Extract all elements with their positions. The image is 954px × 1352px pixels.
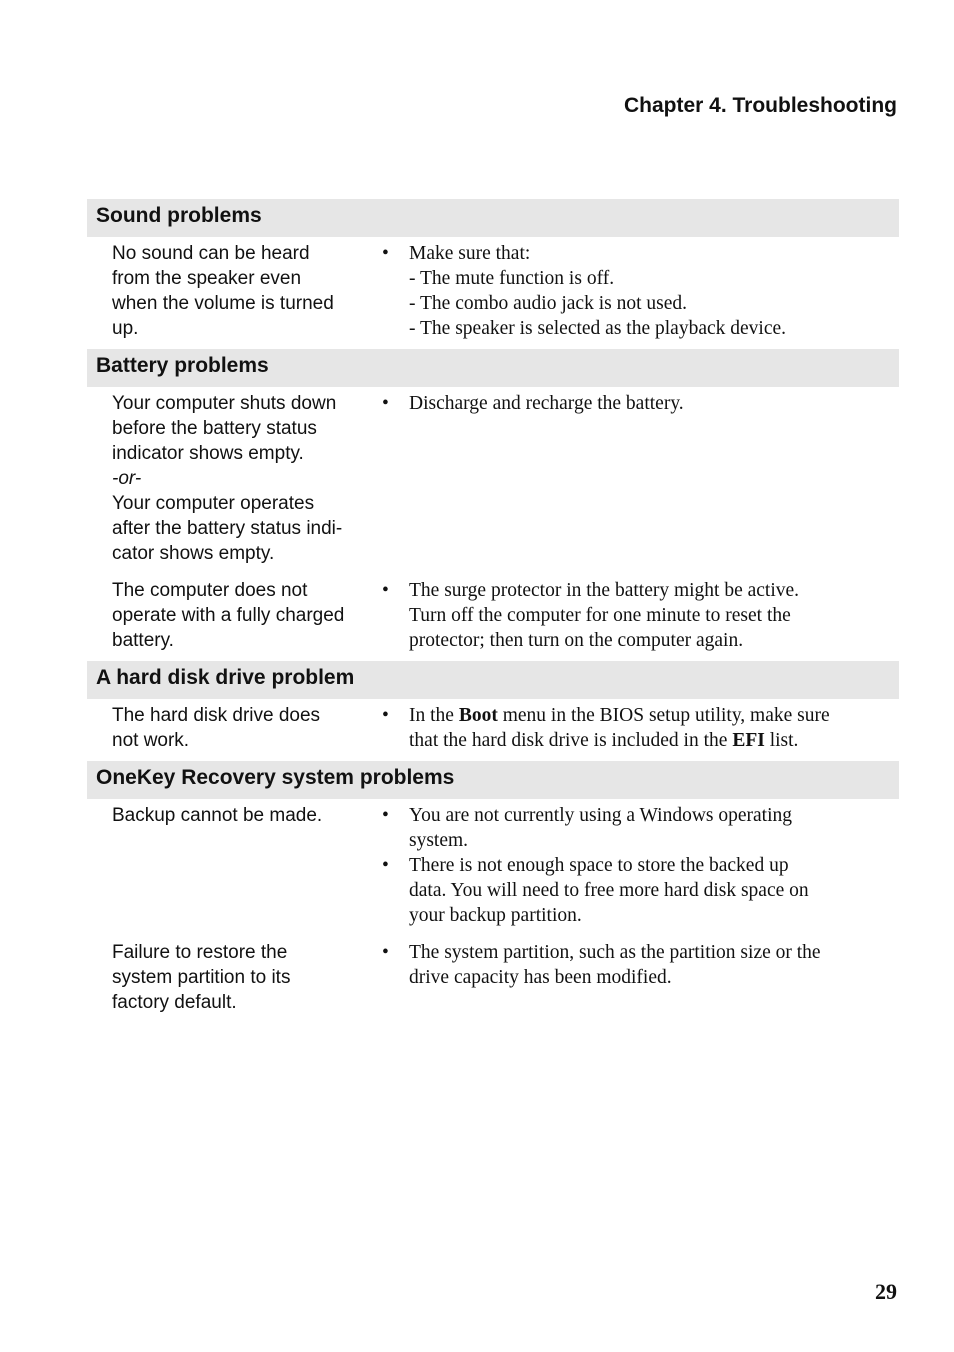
section-header-battery: Battery problems bbox=[87, 349, 899, 387]
bullet-icon: • bbox=[382, 580, 389, 601]
solution-text: your backup partition. bbox=[409, 905, 582, 926]
table-row bbox=[87, 699, 899, 761]
section-header-hard-disk: A hard disk drive problem bbox=[87, 661, 899, 699]
solution-bullet-item bbox=[357, 578, 899, 653]
table-row bbox=[87, 237, 899, 349]
problem-text: not work. bbox=[112, 730, 190, 751]
solution-bullet-item bbox=[357, 391, 899, 416]
solution-bullet-item bbox=[357, 241, 899, 341]
solution-text: You are not currently using a Windows operating bbox=[409, 805, 793, 826]
problem-text: The hard disk drive does bbox=[112, 705, 321, 726]
bullet-icon: • bbox=[382, 243, 389, 264]
solution-text: Turn off the computer for one minute to reset the bbox=[409, 605, 791, 626]
problem-text: operate with a fully charged bbox=[112, 605, 345, 626]
problem-text: after the battery status indi- bbox=[112, 518, 343, 539]
problem-text: Your computer shuts down bbox=[112, 393, 337, 414]
bullet-icon: • bbox=[382, 805, 389, 826]
boot-menu-term: Boot bbox=[458, 705, 498, 726]
solution-cell bbox=[357, 703, 899, 753]
chapter-title: Chapter 4. Troubleshooting bbox=[623, 94, 897, 117]
solution-cell bbox=[357, 241, 899, 341]
solution-sub-item: - The mute function is off. bbox=[409, 268, 615, 289]
solution-sub-item: - The combo audio jack is not used. bbox=[409, 293, 687, 314]
problem-text: before the battery status bbox=[112, 418, 317, 439]
solution-text: Discharge and recharge the battery. bbox=[409, 393, 684, 414]
text-segment: In the bbox=[409, 705, 459, 726]
problem-text: Your computer operates bbox=[112, 493, 315, 514]
efi-term: EFI bbox=[732, 730, 765, 751]
problem-text: cator shows empty. bbox=[112, 543, 275, 564]
solution-text: drive capacity has been modified. bbox=[409, 967, 672, 988]
problem-text: Failure to restore the bbox=[112, 942, 288, 963]
bullet-icon: • bbox=[382, 855, 389, 876]
problem-text: No sound can be heard bbox=[112, 243, 310, 264]
table-row bbox=[87, 574, 899, 661]
solution-text: system. bbox=[409, 830, 469, 851]
section-header-onekey-recovery: OneKey Recovery system problems bbox=[87, 761, 899, 799]
table-row bbox=[87, 936, 899, 1023]
solution-text: data. You will need to free more hard disk space on bbox=[409, 880, 809, 901]
solution-cell bbox=[357, 940, 899, 1015]
solution-sub-item: - The speaker is selected as the playback device. bbox=[409, 318, 787, 339]
table-row bbox=[87, 799, 899, 936]
solution-cell bbox=[357, 803, 899, 928]
problem-text: Backup cannot be made. bbox=[112, 805, 323, 826]
section-header-sound: Sound problems bbox=[87, 199, 899, 237]
text-segment: menu in the BIOS setup utility, make sure bbox=[497, 705, 830, 726]
solution-text: Make sure that: bbox=[409, 243, 531, 264]
solution-text bbox=[409, 728, 899, 753]
problem-cell bbox=[87, 391, 357, 566]
bullet-icon: • bbox=[382, 942, 389, 963]
solution-bullet-item bbox=[357, 703, 899, 753]
problem-text: up. bbox=[112, 318, 139, 339]
bullet-icon: • bbox=[382, 393, 389, 414]
solution-text bbox=[409, 703, 899, 728]
problem-cell bbox=[87, 803, 357, 928]
solution-bullet-item bbox=[357, 803, 899, 853]
text-segment: list. bbox=[764, 730, 799, 751]
problem-text: indicator shows empty. bbox=[112, 443, 304, 464]
troubleshooting-table bbox=[87, 199, 899, 1023]
solution-bullet-item bbox=[357, 940, 899, 990]
problem-text: battery. bbox=[112, 630, 174, 651]
solution-text: The surge protector in the battery might be active. bbox=[409, 580, 800, 601]
problem-text: when the volume is turned bbox=[112, 293, 334, 314]
solution-text: The system partition, such as the partition size or the bbox=[409, 942, 821, 963]
problem-text: factory default. bbox=[112, 992, 237, 1013]
problem-cell bbox=[87, 703, 357, 753]
solution-cell bbox=[357, 578, 899, 653]
solution-bullet-item bbox=[357, 853, 899, 928]
bullet-icon: • bbox=[382, 705, 389, 726]
problem-text: from the speaker even bbox=[112, 268, 302, 289]
problem-cell bbox=[87, 578, 357, 653]
problem-cell bbox=[87, 940, 357, 1015]
solution-text: protector; then turn on the computer again. bbox=[409, 630, 744, 651]
solution-text: There is not enough space to store the backed up bbox=[409, 855, 789, 876]
solution-cell bbox=[357, 391, 899, 566]
text-segment: that the hard disk drive is included in the bbox=[409, 730, 733, 751]
table-row bbox=[87, 387, 899, 574]
problem-text-or: -or- bbox=[112, 468, 142, 489]
problem-text: The computer does not bbox=[112, 580, 308, 601]
problem-cell bbox=[87, 241, 357, 341]
page-number: 29 bbox=[875, 1279, 897, 1304]
problem-text: system partition to its bbox=[112, 967, 291, 988]
